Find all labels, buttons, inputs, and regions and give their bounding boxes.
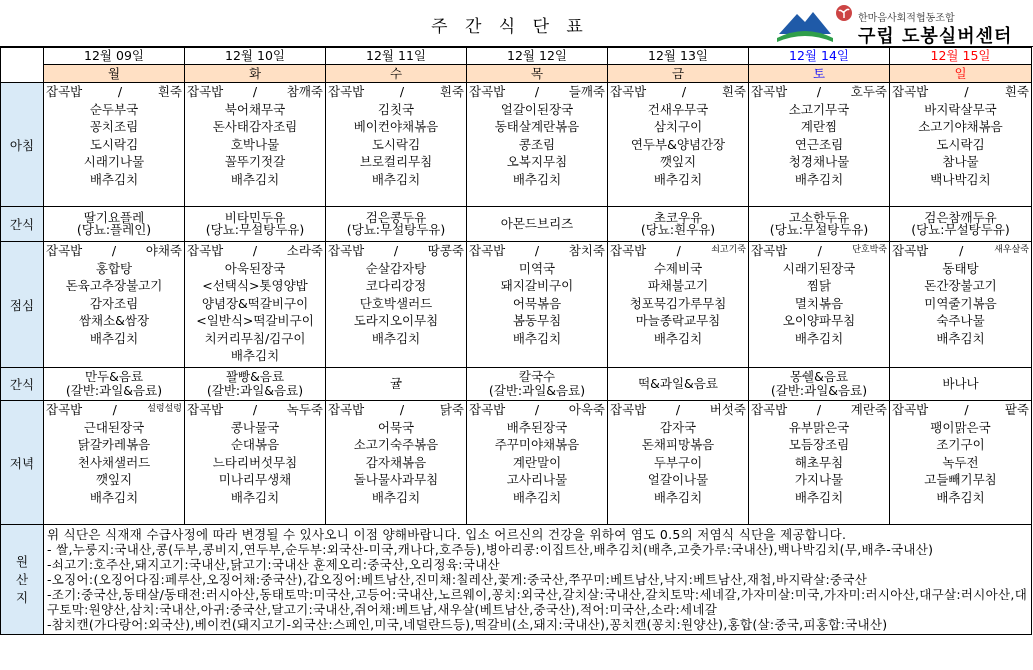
dish-item: 돌나물사과무침 <box>353 472 439 487</box>
dish-item: 홍합탕 <box>95 260 133 276</box>
dish-item: 얼갈이나물 <box>647 472 709 487</box>
snack-name: 아몬드브리즈 <box>500 216 574 231</box>
dinner-menu-cell <box>185 401 326 525</box>
dish-item: 청포묵김가루무침 <box>629 295 727 311</box>
dish-item: 청경채나물 <box>788 154 850 169</box>
slash-text: / <box>964 84 969 99</box>
slash-text: / <box>112 402 117 417</box>
dish-item: 배추김치 <box>230 489 280 505</box>
date-cell: 12월 12일 <box>467 48 608 65</box>
porridge-text: 쇠고기죽 <box>711 245 746 255</box>
dish-item: 계란찜 <box>800 119 838 134</box>
snack2-cell <box>890 368 1032 401</box>
rice-porridge-line <box>44 242 184 260</box>
dish-item: 도시락김 <box>936 136 985 152</box>
dish-item: 가지나물 <box>794 472 844 487</box>
dish-item: 베이컨야채볶음 <box>353 119 439 134</box>
logo <box>775 4 1030 47</box>
dish-item: 두부구이 <box>653 454 703 470</box>
dish-item: 단호박샐러드 <box>359 295 433 311</box>
dish-item: 도라지오이무침 <box>353 313 439 328</box>
dish-item: 순살감자탕 <box>365 260 427 276</box>
dish-item: 배추김치 <box>653 171 703 187</box>
snack-name: 귤 <box>389 376 403 391</box>
dish-item: 콩나물국 <box>230 419 280 435</box>
lunch-menu-cell <box>749 242 890 368</box>
dish-item: 닭갈카레볶음 <box>77 437 151 452</box>
origin-note-line: - 쌀,누룽지:국내산,콩(두부,콩비지,연두부,순두부:외국산-미국,캐나다,호주등),병아리콩:이집트산,배추김치(배추,고춧가루:국내산),백나박김치(무,배추-국내산) <box>47 542 934 557</box>
snack-name: 칼국수 <box>518 369 556 384</box>
dish-item: 미역국 <box>518 260 556 276</box>
dish-item: 해초무침 <box>794 454 844 470</box>
dish-item: 배추김치 <box>89 489 139 505</box>
rice-porridge-line <box>185 242 325 260</box>
porridge-text: 아욱죽 <box>568 402 605 417</box>
lunch-row <box>1 242 1032 368</box>
dish-item: 녹두전 <box>942 454 979 470</box>
dish-item: 배추김치 <box>936 489 985 505</box>
weekday-cell: 수 <box>326 65 467 83</box>
corner-cell <box>1 48 44 83</box>
dinner-row <box>1 401 1032 525</box>
dish-item: 순대볶음 <box>230 437 280 452</box>
rice-porridge-line <box>326 83 466 101</box>
origin-note-line: -쇠고기:호주산,돼지고기:국내산,닭고기:국내산 훈제오리:중국산,오리정육:국내산 <box>47 557 500 572</box>
origin-note-line: 위 식단은 식재재 수급사정에 따라 변경될 수 있사오니 이점 양해바랍니다. 입소 어르신의 건강을 위하여 염도 0.5의 저염식 식단을 제공합니다. <box>47 527 847 542</box>
lunch-label: 점심 <box>1 242 44 368</box>
rice-porridge-line <box>44 401 184 419</box>
snack2-cell <box>185 368 326 401</box>
dish-item: 도시락김 <box>89 136 139 152</box>
snack1-cell <box>326 207 467 242</box>
dish-item: 백나박김치 <box>930 171 991 187</box>
porridge-text: 버섯죽 <box>709 402 746 417</box>
snack1-row <box>1 207 1032 242</box>
date-cell: 12월 11일 <box>326 48 467 65</box>
dish-item: 배추김치 <box>794 330 844 346</box>
origin-label-char: 산 <box>15 571 29 587</box>
slash-text: / <box>399 84 405 99</box>
rice-text: 잡곡밥 <box>892 243 929 258</box>
snack2-row <box>1 368 1032 401</box>
dish-item: 돼지갈비구이 <box>500 278 574 293</box>
breakfast-menu-cell <box>749 83 890 207</box>
dish-item: 배추김치 <box>794 489 844 505</box>
rice-text: 잡곡밥 <box>751 84 788 99</box>
rice-text: 잡곡밥 <box>610 84 647 99</box>
dish-item: 동태살계란볶음 <box>494 119 580 134</box>
slash-text: / <box>534 243 540 258</box>
dish-item: 배추김치 <box>512 489 562 505</box>
dish-item: 배추김치 <box>653 330 703 346</box>
rice-text: 잡곡밥 <box>892 402 929 417</box>
rice-text: 잡곡밥 <box>328 84 365 99</box>
dinner-menu-cell <box>326 401 467 525</box>
origin-label-char: 원 <box>15 553 29 569</box>
origin-note-line: -참치캔(가다랑어:외국산),베이컨(돼지고기-외국산:스페인,미국,네덜란드등),떡갈비(소,돼지:국내산),꽁치캔(꽁치:원양산),홍합(살:중국,피홍합:국내산) <box>47 617 888 632</box>
page-title: 주 간 식 단 표 <box>431 17 589 37</box>
dish-item: 연두부&양념간장 <box>630 136 726 152</box>
dish-item: 배추김치 <box>512 330 562 346</box>
rice-porridge-line <box>44 83 184 101</box>
snack2-label: 간식 <box>1 368 44 401</box>
lunch-menu-cell <box>326 242 467 368</box>
date-cell: 12월 15일 <box>890 48 1032 65</box>
rice-text: 잡곡밥 <box>469 84 506 99</box>
dish-item: 감자조림 <box>89 295 139 311</box>
rice-text: 잡곡밥 <box>751 243 788 258</box>
slash-text: / <box>964 402 969 417</box>
origin-note-line: -조기:중국산,동태살/동태전:러시아산,동태토막:미국산,고등어:국내산,노르웨이,꽁치:외국산,갈치살:국내산,갈치토막:세네갈,가자미살:미국,가자미:러시아산,대구살:러시아산,대구토막:원양산,삼치:국내산,아귀:중국산,달고기:국내산,쥐어채:베트남,새우살(베트남산,중국산),적어:미국산,소라:세네갈 <box>47 587 1028 617</box>
porridge-text: 흰죽 <box>721 84 746 99</box>
date-cell: 12월 10일 <box>185 48 326 65</box>
snack1-cell <box>608 207 749 242</box>
origin-notes <box>44 525 1032 635</box>
dish-item: <선택식>톳영양밥 <box>202 278 308 293</box>
sprout-icon <box>833 4 855 22</box>
rice-porridge-line <box>890 401 1031 419</box>
dish-item: 배추김치 <box>936 330 985 346</box>
weekday-cell: 금 <box>608 65 749 83</box>
dish-item: 천사채샐러드 <box>77 454 151 470</box>
dish-item: 봄동무침 <box>512 313 562 328</box>
snack1-cell <box>467 207 608 242</box>
dish-item: 소고기야채볶음 <box>918 119 1003 134</box>
rice-text: 잡곡밥 <box>46 243 83 258</box>
rice-text: 잡곡밥 <box>46 402 83 417</box>
breakfast-menu-cell <box>608 83 749 207</box>
slash-text: / <box>816 402 822 417</box>
breakfast-menu-cell <box>467 83 608 207</box>
weekday-cell: 토 <box>749 65 890 83</box>
breakfast-row <box>1 83 1032 207</box>
snack-name: 검은콩두유 <box>365 210 427 225</box>
rice-porridge-line <box>608 242 748 260</box>
porridge-text: 소라죽 <box>286 243 323 258</box>
slash-text: / <box>681 84 687 99</box>
dish-item: 고사리나물 <box>506 472 568 487</box>
dish-item: 돈사태감자조림 <box>212 119 298 134</box>
dish-item: 김칫국 <box>377 101 415 117</box>
lunch-menu-cell <box>185 242 326 368</box>
snack-note: (당뇨:무설탕두유) <box>769 222 869 237</box>
lunch-menu-cell <box>890 242 1032 368</box>
porridge-text: 팥죽 <box>1004 402 1029 417</box>
origin-note-line: -오징어:(오징어다짐:페루산,오징어채:중국산),갑오징어:베트남산,진미채:칠레산,꽃게:중국산,쭈꾸미:베트남산,낙지:베트남산,재첩,바지락살:중국산 <box>47 572 868 587</box>
dish-item: 연근조림 <box>794 136 844 152</box>
dish-item: 오이양파무침 <box>782 313 856 328</box>
dish-item: 배추김치 <box>371 171 421 187</box>
slash-text: / <box>252 243 258 258</box>
dinner-menu-cell <box>608 401 749 525</box>
mountain-logo-icon <box>775 6 835 44</box>
snack-name: 초코우유 <box>653 210 703 225</box>
dish-item: 배추김치 <box>89 171 139 187</box>
slash-text: / <box>534 402 540 417</box>
rice-porridge-line <box>749 83 889 101</box>
dish-item: 미나리무생채 <box>218 472 292 487</box>
dish-item: 느타리버섯무침 <box>212 454 298 470</box>
rice-text: 잡곡밥 <box>469 402 506 417</box>
dish-item: 조기구이 <box>936 437 985 452</box>
rice-text: 잡곡밥 <box>469 243 506 258</box>
dish-item: 북어채무국 <box>224 101 286 117</box>
dish-item: 주꾸미야채볶음 <box>494 437 580 452</box>
lunch-menu-cell <box>44 242 185 368</box>
dish-item: 근대된장국 <box>83 419 145 435</box>
snack-note: (갈반:과일&음료) <box>488 383 586 398</box>
rice-text: 잡곡밥 <box>187 84 224 99</box>
rice-text: 잡곡밥 <box>187 243 224 258</box>
porridge-text: 단호박죽 <box>852 245 887 255</box>
rice-text: 잡곡밥 <box>328 243 365 258</box>
weekday-cell: 화 <box>185 65 326 83</box>
rice-porridge-line <box>467 242 607 260</box>
snack2-cell <box>326 368 467 401</box>
snack2-cell <box>608 368 749 401</box>
snack-name: 몽쉘&음료 <box>789 369 849 384</box>
porridge-text: 흰죽 <box>157 84 182 99</box>
slash-text: / <box>117 84 123 99</box>
rice-porridge-line <box>890 242 1031 260</box>
dish-item: 소고기숙주볶음 <box>353 437 439 452</box>
snack-note: (갈반:과일&음료) <box>65 383 163 398</box>
dish-item: 배추된장국 <box>506 419 568 435</box>
snack1-cell <box>890 207 1032 242</box>
breakfast-menu-cell <box>44 83 185 207</box>
dish-item: 건새우무국 <box>647 101 709 117</box>
dish-item: 돈채피망볶음 <box>641 437 715 452</box>
dish-item: 배추김치 <box>653 489 703 505</box>
porridge-text: 흰죽 <box>1004 84 1029 99</box>
rice-porridge-line <box>467 401 607 419</box>
snack2-cell <box>749 368 890 401</box>
dish-item: 삼치구이 <box>653 119 703 134</box>
slash-text: / <box>252 84 258 99</box>
rice-porridge-line <box>326 401 466 419</box>
breakfast-menu-cell <box>890 83 1032 207</box>
snack1-cell <box>749 207 890 242</box>
dish-item: 배추김치 <box>89 330 139 346</box>
dish-item: 팽이맑은국 <box>930 419 991 435</box>
org-name: 한마음사회적협동조합 <box>858 13 955 24</box>
breakfast-menu-cell <box>185 83 326 207</box>
dish-item: 배추김치 <box>371 489 421 505</box>
snack-note: (당뇨:무설탕두유) <box>205 222 305 237</box>
page-header <box>0 0 1033 47</box>
snack-note: (당뇨:무설탕두유) <box>346 222 446 237</box>
dish-item: 쌈채소&쌈장 <box>78 313 150 328</box>
rice-porridge-line <box>890 83 1031 101</box>
lunch-menu-cell <box>608 242 749 368</box>
date-row <box>1 48 1032 65</box>
dish-item: 감자채볶음 <box>365 454 427 470</box>
dish-item: 아욱된장국 <box>224 260 286 276</box>
snack-name: 떡&과일&음료 <box>638 376 718 391</box>
porridge-text: 새우살죽 <box>994 245 1029 255</box>
dinner-menu-cell <box>44 401 185 525</box>
dish-item: 찜닭 <box>806 278 832 293</box>
rice-text: 잡곡밥 <box>187 402 224 417</box>
porridge-text: 설렁설렁 <box>147 404 182 414</box>
breakfast-label: 아침 <box>1 83 44 207</box>
snack-note: (갈반:과일&음료) <box>206 383 304 398</box>
dish-item: 참나물 <box>942 154 979 169</box>
porridge-text: 참깨죽 <box>286 84 323 99</box>
dish-item: 고들빼기무침 <box>924 472 997 487</box>
snack-name: 딸기요플레 <box>83 210 145 225</box>
dish-item: 돈간장불고기 <box>924 278 997 293</box>
snack-note: (당뇨:무설탕두유) <box>911 222 1010 237</box>
dish-item: 수제비국 <box>653 260 703 276</box>
slash-text: / <box>817 243 822 258</box>
dinner-menu-cell <box>890 401 1032 525</box>
rice-porridge-line <box>608 401 748 419</box>
snack-name: 바나나 <box>942 376 979 391</box>
porridge-text: 녹두죽 <box>286 402 323 417</box>
rice-text: 잡곡밥 <box>892 84 929 99</box>
snack-name: 만두&음료 <box>84 369 144 384</box>
snack-note: (갈반:과일&음료) <box>770 383 868 398</box>
porridge-text: 호두죽 <box>850 84 887 99</box>
dish-item: 소고기무국 <box>788 101 850 117</box>
dish-item: 파채불고기 <box>647 278 709 293</box>
rice-porridge-line <box>749 401 889 419</box>
snack1-cell <box>185 207 326 242</box>
weekday-row <box>1 65 1032 83</box>
snack-name: 고소한두유 <box>788 210 850 225</box>
slash-text: / <box>675 402 681 417</box>
snack-name: 꽐빵&음료 <box>225 369 285 384</box>
dish-item: 바지락살무국 <box>924 101 997 117</box>
dish-item: 깻잎지 <box>95 472 133 487</box>
rice-text: 잡곡밥 <box>46 84 83 99</box>
date-cell: 12월 09일 <box>44 48 185 65</box>
dish-item: 치커리무침/김구이 <box>204 330 306 346</box>
dish-item: 돈육고추장불고기 <box>65 278 163 293</box>
date-cell: 12월 13일 <box>608 48 749 65</box>
dish-item: 시래기된장국 <box>782 260 856 276</box>
slash-text: / <box>676 243 681 258</box>
dish-item: 유부맑은국 <box>788 419 850 435</box>
rice-text: 잡곡밥 <box>328 402 365 417</box>
rice-porridge-line <box>185 83 325 101</box>
weekly-menu-table <box>0 47 1032 635</box>
dinner-menu-cell <box>749 401 890 525</box>
center-name: 구립 도봉실버센터 <box>858 26 1013 47</box>
slash-text: / <box>252 402 258 417</box>
snack2-cell <box>44 368 185 401</box>
slash-text: / <box>399 402 405 417</box>
snack2-cell <box>467 368 608 401</box>
dish-item: 동태탕 <box>942 260 979 276</box>
snack-note: (당뇨:플레인) <box>76 222 152 237</box>
porridge-text: 흰죽 <box>439 84 464 99</box>
dish-item: 모듬장조림 <box>788 437 850 452</box>
dish-item: 어묵볶음 <box>512 295 562 311</box>
rice-porridge-line <box>326 242 466 260</box>
weekday-cell: 일 <box>890 65 1032 83</box>
dish-item: 계란말이 <box>512 454 562 470</box>
slash-text: / <box>534 84 540 99</box>
dish-item: 배추김치 <box>230 348 280 363</box>
dish-item: 미역줄기볶음 <box>924 295 997 311</box>
breakfast-menu-cell <box>326 83 467 207</box>
porridge-text: 들깨죽 <box>568 84 605 99</box>
snack1-cell <box>44 207 185 242</box>
slash-text: / <box>393 243 399 258</box>
rice-porridge-line <box>608 83 748 101</box>
slash-text: / <box>816 84 822 99</box>
rice-text: 잡곡밥 <box>610 243 647 258</box>
porridge-text: 참치죽 <box>568 243 605 258</box>
dish-item: 숙주나물 <box>936 313 985 328</box>
dinner-menu-cell <box>467 401 608 525</box>
dish-item: 배추김치 <box>794 171 844 187</box>
snack-note: (당뇨:흰우유) <box>640 222 716 237</box>
dish-item: 순두부국 <box>89 101 139 117</box>
weekday-cell: 목 <box>467 65 608 83</box>
dish-item: 감자국 <box>659 419 697 435</box>
rice-text: 잡곡밥 <box>610 402 647 417</box>
rice-text: 잡곡밥 <box>751 402 788 417</box>
dish-item: 배추김치 <box>230 171 280 187</box>
dish-item: 깻잎지 <box>659 154 697 169</box>
dish-item: 브로컬리무침 <box>359 154 433 169</box>
dish-item: 오복지무침 <box>506 154 568 169</box>
dish-item: 어묵국 <box>377 419 415 435</box>
origin-label <box>1 525 44 635</box>
origin-row <box>1 525 1032 635</box>
dish-item: 배추김치 <box>512 171 562 187</box>
rice-porridge-line <box>467 83 607 101</box>
porridge-text: 야채죽 <box>145 243 182 258</box>
rice-porridge-line <box>749 242 889 260</box>
porridge-text: 계란죽 <box>850 402 887 417</box>
porridge-text: 땅콩죽 <box>427 243 464 258</box>
dish-item: 얼갈이된장국 <box>500 101 574 117</box>
dish-item: <일반식>떡갈비구이 <box>196 313 314 328</box>
dish-item: 꽁치조림 <box>89 119 139 134</box>
dish-item: 콩조림 <box>518 136 556 152</box>
slash-text: / <box>959 243 964 258</box>
dinner-label: 저녁 <box>1 401 44 525</box>
slash-text: / <box>111 243 117 258</box>
dish-item: 마늘종락교무침 <box>635 313 721 328</box>
dish-item: 호박나물 <box>230 136 280 152</box>
dish-item: 시래기나물 <box>83 154 145 169</box>
snack1-label: 간식 <box>1 207 44 242</box>
dish-item: 꼴뚜기젓갈 <box>224 154 286 169</box>
lunch-menu-cell <box>467 242 608 368</box>
snack-name: 검은참깨두유 <box>924 210 997 225</box>
dish-item: 도시락김 <box>371 136 421 152</box>
dish-item: 멸치볶음 <box>794 295 844 311</box>
dish-item: 배추김치 <box>371 330 421 346</box>
date-cell: 12월 14일 <box>749 48 890 65</box>
weekday-cell: 월 <box>44 65 185 83</box>
dish-item: 코다리강정 <box>365 278 427 293</box>
snack-name: 비타민두유 <box>224 210 286 225</box>
origin-label-char: 지 <box>15 589 29 605</box>
dish-item: 양념장&떡갈비구이 <box>201 295 309 311</box>
porridge-text: 닭죽 <box>439 402 464 417</box>
rice-porridge-line <box>185 401 325 419</box>
